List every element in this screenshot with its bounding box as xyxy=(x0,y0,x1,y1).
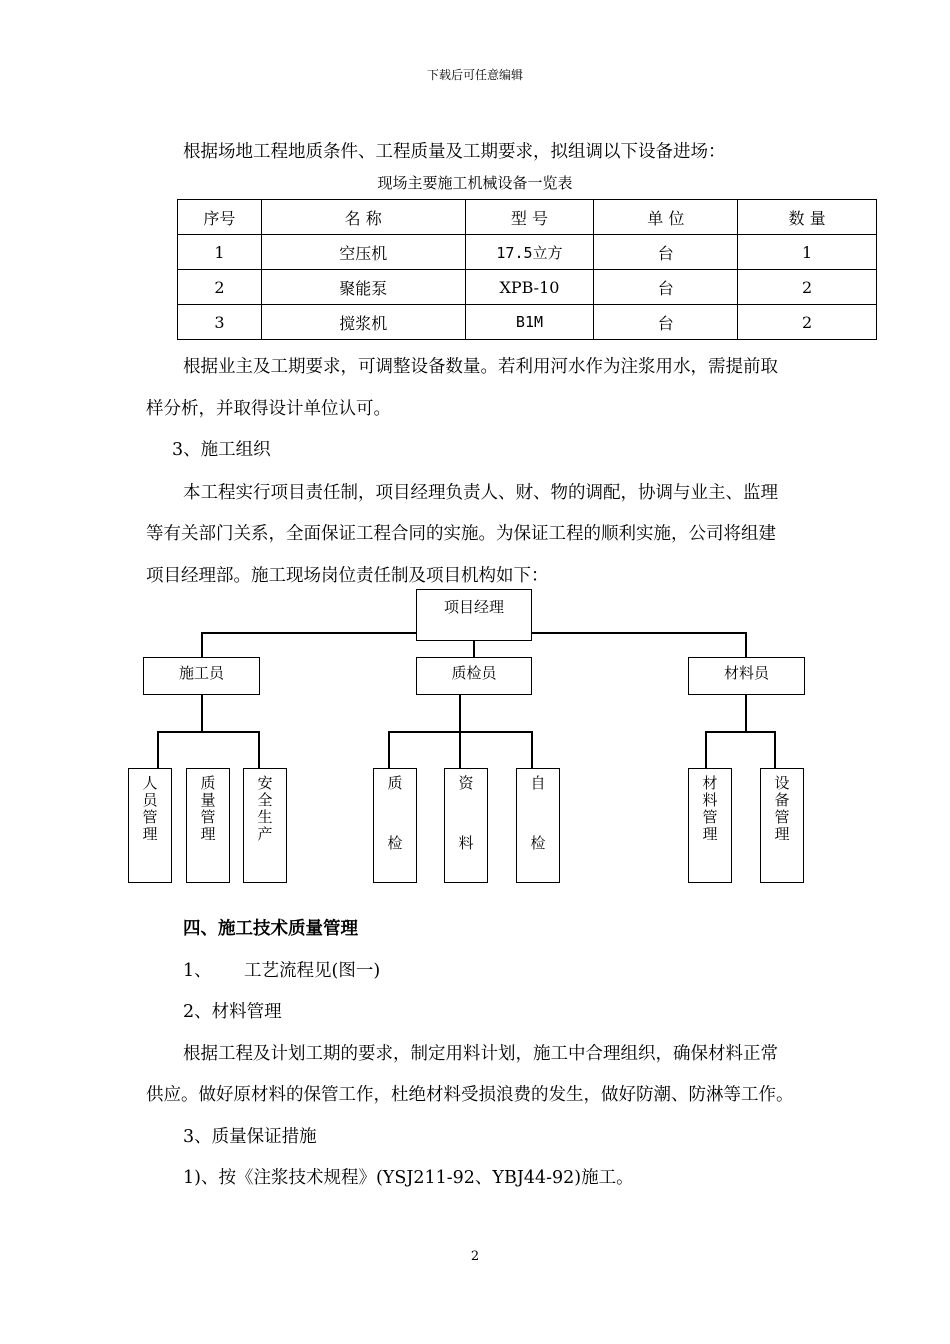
org-node-documents: 资 料 xyxy=(444,768,488,883)
paragraph-line: 等有关部门关系，全面保证工程合同的实施。为保证工程的顺利实施，公司将组建 xyxy=(146,524,776,544)
table-header-cell: 数 量 xyxy=(738,200,877,235)
connector-line xyxy=(258,731,260,769)
connector-line xyxy=(774,731,776,769)
section-title: 3、施工组织 xyxy=(172,440,271,460)
connector-line xyxy=(157,731,159,769)
page-number: 2 xyxy=(470,1249,480,1264)
table-header-row xyxy=(178,200,877,235)
connector-line xyxy=(473,640,475,658)
org-node-equipment-management: 设 备 管 理 xyxy=(760,768,804,883)
connector-line xyxy=(201,632,203,658)
table-cell: 台 xyxy=(594,270,738,305)
table-cell: 1 xyxy=(178,235,262,270)
table-cell: B1M xyxy=(465,305,594,340)
connector-line xyxy=(388,731,390,769)
connector-line xyxy=(388,731,532,733)
table-cell: 17.5立方 xyxy=(465,235,594,270)
equipment-table xyxy=(177,199,877,340)
table-cell: 空压机 xyxy=(261,235,465,270)
list-item: 2、材料管理 xyxy=(183,1002,282,1022)
connector-line xyxy=(705,731,775,733)
paragraph-line: 样分析，并取得设计单位认可。 xyxy=(146,399,391,419)
list-item: 3、质量保证措施 xyxy=(183,1127,317,1147)
org-node-inspector: 质检员 xyxy=(416,657,532,695)
connector-line xyxy=(201,694,203,732)
org-node-personnel-management: 人 员 管 理 xyxy=(128,768,172,883)
paragraph-line: 供应。做好原材料的保管工作，杜绝材料受损浪费的发生，做好防潮、防淋等工作。 xyxy=(146,1085,794,1105)
org-node-material-clerk: 材料员 xyxy=(688,657,805,695)
intro-paragraph: 根据场地工程地质条件、工程质量及工期要求，拟组调以下设备进场： xyxy=(183,142,726,162)
table-cell: XPB-10 xyxy=(465,270,594,305)
list-item: 1)、按《注浆技术规程》(YSJ211-92、YBJ44-92)施工。 xyxy=(183,1168,634,1188)
section-heading: 四、施工技术质量管理 xyxy=(183,919,358,939)
table-cell: 2 xyxy=(738,305,877,340)
list-item-text: 工艺流程见(图一) xyxy=(244,961,381,981)
table-cell: 台 xyxy=(594,235,738,270)
org-node-self-inspection: 自 检 xyxy=(516,768,560,883)
table-cell: 台 xyxy=(594,305,738,340)
table-caption: 现场主要施工机械设备一览表 xyxy=(377,174,573,192)
org-node-material-management: 材 料 管 理 xyxy=(688,768,732,883)
table-row xyxy=(178,270,877,305)
list-item-number: 1、 xyxy=(183,961,212,981)
org-node-safe-production: 安 全 生 产 xyxy=(243,768,287,883)
table-cell: 2 xyxy=(178,270,262,305)
org-node-project-manager: 项目经理 xyxy=(416,589,532,641)
connector-line xyxy=(745,632,747,658)
paragraph-line: 根据业主及工期要求，可调整设备数量。若利用河水作为注浆用水，需提前取 xyxy=(183,357,778,377)
org-node-constructor: 施工员 xyxy=(143,657,260,695)
table-header-cell: 型 号 xyxy=(465,200,594,235)
org-node-quality-inspection: 质 检 xyxy=(373,768,417,883)
connector-line xyxy=(745,694,747,732)
table-header-cell: 名 称 xyxy=(261,200,465,235)
connector-line xyxy=(705,731,707,769)
table-row xyxy=(178,235,877,270)
page-header: 下载后可任意编辑 xyxy=(426,68,523,82)
table-cell: 搅浆机 xyxy=(261,305,465,340)
paragraph-line: 项目经理部。施工现场岗位责任制及项目机构如下： xyxy=(146,566,549,586)
org-node-quality-management: 质 量 管 理 xyxy=(186,768,230,883)
table-cell: 聚能泵 xyxy=(261,270,465,305)
table-cell: 2 xyxy=(738,270,877,305)
paragraph-line: 本工程实行项目责任制，项目经理负责人、财、物的调配，协调与业主、监理 xyxy=(183,483,778,503)
table-header-cell: 序号 xyxy=(178,200,262,235)
table-cell: 1 xyxy=(738,235,877,270)
table-row xyxy=(178,305,877,340)
paragraph-line: 根据工程及计划工期的要求，制定用料计划，施工中合理组织，确保材料正常 xyxy=(183,1044,778,1064)
connector-line xyxy=(531,731,533,769)
table-header-cell: 单 位 xyxy=(594,200,738,235)
table-cell: 3 xyxy=(178,305,262,340)
connector-line xyxy=(157,731,259,733)
